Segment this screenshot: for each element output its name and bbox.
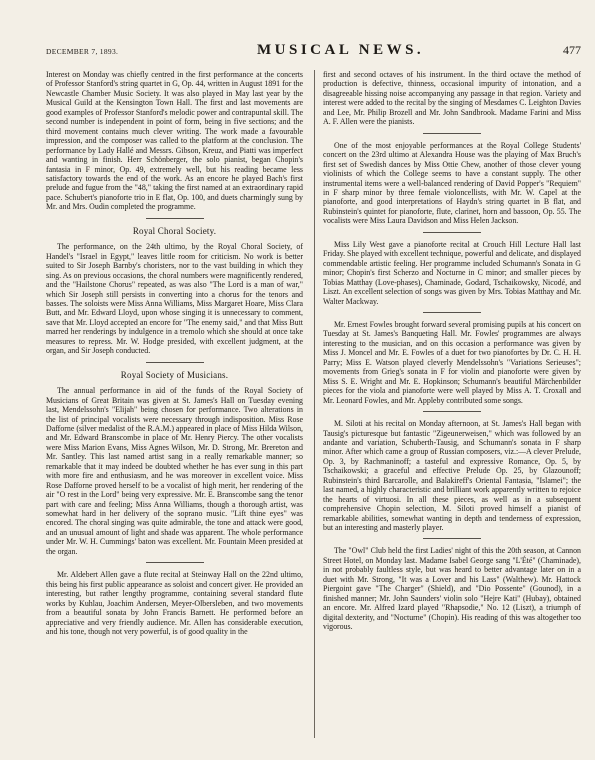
section-divider [146,562,204,563]
article-paragraph: The annual performance in aid of the funds of the Royal Society of Musicians of Great Britain was given at St. James's Hall on Tuesday evening last, Mendelssohn's "Elijah" being chosen for performance. Two alterations in the list of principal vocalists were necessary through indisposition. Miss Rose Dafforne (silver medalist of the R.A.M.) appeared in place of Miss Hilda Wilson, and Mr. Edward Branscombe in place of Mr. Henry Piercy. The other vocalists were Miss Marion Evans, Miss Agnes Wilson, Mr. D. Strong, Mr. Brereton and Mr. Santley. This last named artist sang in a really remarkable manner; so remarkable that it may indeed be doubted whether he has ever sung in this part with more fire and enthusiasm, and he was moreover in excellent voice. Miss Rose Dafforne proved herself to be a vocalist of high merit, her rendering of the air "O rest in the Lord" being very expressive. Mr. E. Branscombe sang the tenor part with care and feeling; Miss Anna Williams, though a thorough artist, was somewhat hard in her delivery of the soprano music. "Lift thine eyes" was encored. The choral singing was quite admirable, the tone and attack were good, and an unusual amount of light and shade was apparent. The whole performance under Mr. W. H. Cummings' baton was excellent. Mr. Fountain Meen presided at the organ. [46,386,303,556]
column-rule [314,70,315,738]
section-divider [423,538,481,539]
right-column [323,70,581,636]
section-divider [423,411,481,412]
article-paragraph: Interest on Monday was chiefly centred in the first performance at the concerts of Professor Stanford's string quartet in G, Op. 44, written in August 1891 for the Newcastle Chamber Music Society. It was also played in May last year by the Musical Guild at the Kensington Town Hall. The first and last movements are good examples of Professor Stanford's melodic power and contrapuntal skill. The second number is independent in point of form, being in five sections; and the third movement contains much clever writing. The work made a favourable impression, and the composer was called to the platform at the conclusion. The performance by Lady Hallé and Messrs. Gibson, Kreuz, and Piatti was imperfect and wanting in finish. Herr Schönberger, the solo pianist, began Chopin's fantasia in F minor, Op. 49, extremely well, but his reading became less satisfactory towards the end of the work. As an encore he played Bach's first prelude and fugue from the "48," taking the first named at an extraordinary rapid pace. Schubert's pianoforte trio in E flat, Op. 100, and duets charmingly sung by Mr. and Mrs. Oudin completed the programme. [46,70,304,212]
article-paragraph: Miss Lily West gave a pianoforte recital at Crouch Hill Lecture Hall last Friday. She played with excellent technique, powerful and delicate, and displayed commendable artistic feeling. Her programme included Schumann's Sonata in G minor; Chopin's first Scherzo and Nocturne in C minor; and smaller pieces by Tobias Matthay (Love-phases), Chaminade, Godard, Tschaikowsky, Nicodé, and Liszt. An excellent selection of songs was given by Mrs. Tobias Matthay and Mr. Walter Mackway. [323,239,581,306]
section-divider [146,218,204,219]
section-divider [423,133,481,134]
page-header [46,42,581,62]
article-paragraph: M. Siloti at his recital on Monday afternoon, at St. James's Hall began with Tausig's picturesque but fantastic "Zigeunerweisen," which was followed by an andante and variation, Schuberth-Tausig, and Schumann's sonata in F sharp minor. After which came a group of Russian composers, viz.:—A clever Prelude, Op. 3, by Rachmaninoff; a tasteful and expressive Romance, Op. 5, by Tschaikowski; a graceful and effective Prelude Op. 25, by Glazounoff; Rubinstein's third Barcarolle, and Balakireff's Oriental Fantasia, "Islamei"; the last named, a highly characteristic and brilliant work apparently written to rejoice the hearts of virtuosi. In all these pieces, as well as in a subsequent comprehensive Chopin selection, M. Siloti proved himself a pianist of remarkable abilities, somewhat wanting in depth and tenderness of expression, but an interesting and masterly player. [323,419,581,533]
article-paragraph: first and second octaves of his instrument. In the third octave the method of production is defective, thinness, occasional impurity of intonation, and a disagreeable hissing noise accompanying any passage in that region. Variety and interest were added to the recital by the singing of Mesdames C. Leighton Davies and Lee, Mr. Philip Brozell and Mr. John Sandbrook. Madame Farini and Miss A. F. Allen were the pianists. [323,70,581,127]
section-heading: Royal Choral Society. [132,225,217,236]
section-divider [423,232,481,233]
section-divider [146,362,204,363]
article-paragraph: The "Owl" Club held the first Ladies' night of this the 20th season, at Cannon Street Hotel, on Monday last. Madame Isabel George sang "L'Été" (Chaminade), in not probably faultless style, but was heard to better advantage later on in a duet with Mr. Strong, "It was a Lover and his Lass" (Walthew). Mr. Hattock Piergoint gave "The Charger" (Shield), and "Dio Possente" (Gounod), in a finished manner; Mr. John Saunders' violin solo "Hejre Kati" (Hubay), obtained an encore. Mr. Alfred Izard played "Rhapsodie," No. 12 (Liszt), a triumph of digital dexterity, and "Nocturne" (Chopin). His reading of this was altogether too vigorous. [323,546,581,632]
article-paragraph: The performance, on the 24th ultimo, by the Royal Choral Society, of Handel's "Israel in Egypt," leaves little room for criticism. No work is better suited to Sir Joseph Barnby's choristers, nor to the vast building in which they sing. As on previous occasions, the choral numbers were magnificently rendered, and the "Hailstone Chorus" repeated, as was also "The Lord is a man of war," which Sir Joseph still persists in converting into a chorus for the tenors and basses. The soloists were Miss Anna Williams, Miss Margaret Hoare, Miss Clara Butt, and Mr. Edward Lloyd, upon whose singing it is unnecessary to comment, save that Mr. Lloyd accepted an encore for "The enemy said," and that Miss Butt marred her renderings by indulgence in a tremolo which she should at once take measures to repress. Mr. W. Hodge presided, with excellent judgment, at the organ, and Sir Joseph conducted. [46,242,303,356]
publication-title: MUSICAL NEWS. [256,42,425,58]
issue-date: DECEMBER 7, 1893. [46,47,119,56]
article-paragraph: Mr. Aldebert Allen gave a flute recital at Steinway Hall on the 22nd ultimo, this being his first public appearance as soloist and concert giver. He provided an interesting, but rather lengthy programme, containing several standard flute works by Kuhlau, Joachim Andersen, Meyer-Olbersleben, and two movements from a beautiful sonata by John Francis Barnett. He performed before an appreciative and very friendly audience. Mr. Allen has considerable execution, and his tone, though not very powerful, is of good quality in the [46,570,303,637]
article-paragraph: Mr. Ernest Fowles brought forward several promising pupils at his concert on Tuesday at St. James's Banqueting Hall. Mr. Fowles' programmes are always interesting to the musician, and on this occasion a performance was given by Miss J. Moncel and Mr. E. Fowles of a duet for two pianofortes by Dr. C. H. H. Parry; Miss E. Watson played cleverly Mendelssohn's "Variations Serieuses"; movements from Grieg's sonata in F for violin and pianoforte were given by Miss S. E. Wright and Mr. E. Hopkinson; Schumann's beautiful Märchenbilder pieces for the viola and pianoforte were well played by Miss A. T. Croxall and Mr. Leonard Fowles, and Mr. Appleby contributed some songs. [323,319,581,405]
left-column [46,70,303,640]
section-heading: Royal Society of Musicians. [120,369,229,380]
article-paragraph: One of the most enjoyable performances at the Royal College Students' concert on the 23rd ultimo at Alexandra House was the playing of Max Bruch's first set of Swedish dances by Miss Ottie Chew, another of those clever young violinists of which the College seems to have a constant supply. The other instrumental items were a well-balanced rendering of David Popper's "Requiem" in F sharp minor by three female violoncellists, with Mr. W. Capel at the pianoforte, and good interpretations of Haydn's string quartet in B flat, and Rubinstein's quintet for pianoforte, flute, clarinet, horn and bassoon, Op. 55. The vocalists were Miss Laura Davidson and Miss Helen Jackson. [323,140,581,226]
page-number: 477 [562,43,581,57]
section-divider [423,312,481,313]
